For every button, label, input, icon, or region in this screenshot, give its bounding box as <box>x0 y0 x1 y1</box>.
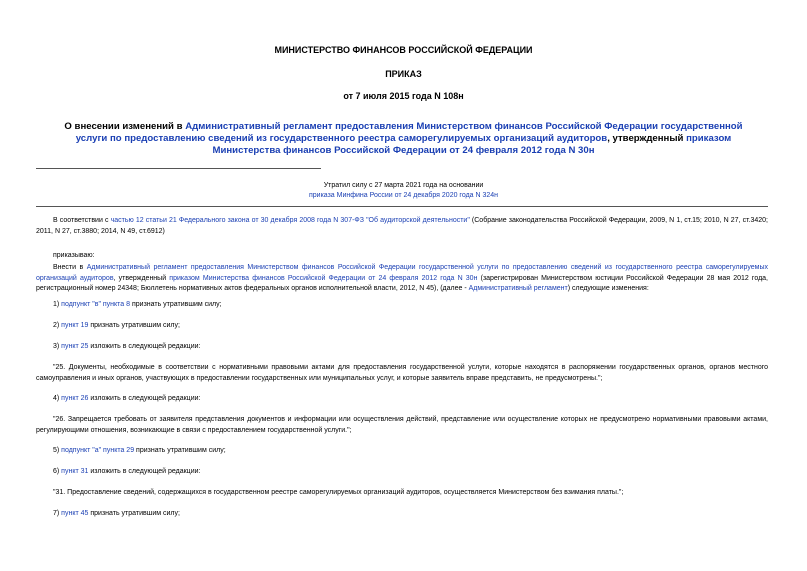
divider-short <box>36 168 321 169</box>
item-link[interactable]: пункт 45 <box>61 510 89 517</box>
main-link-regulation-short[interactable]: Административный регламент <box>468 285 568 292</box>
intro-text-1: В соответствии с <box>53 217 111 224</box>
list-item: 4) пункт 26 изложить в следующей редакции: <box>53 395 201 402</box>
list-item: 5) подпункт "а" пункта 29 признать утратившим силу; <box>53 447 226 454</box>
title-link-regulation[interactable]: Административный регламент предоставления Министерством финансов Российской Федерации государственной услуги по предоставлению сведений из государственного реестра саморегулируемых организаций аудиторов <box>75 121 743 144</box>
status-note <box>0 181 807 201</box>
intro-text-2: (Собрание законодательства Российской Федерации, 2009, N 1, ст.15; 2010, N 27, ст.3420; 2011, N 27, ст.3880; 2014, N 49, ст.6912) <box>36 217 768 235</box>
main-text-3: (зарегистрирован Министерством юстиции Российской Федерации 28 мая 2012 года, регистрационный номер 24348; Бюллетень нормативных актов федеральных органов исполнительной власти, 2012, N 45), (далее - <box>36 274 768 292</box>
intro-paragraph <box>36 216 768 237</box>
status-note-link[interactable]: приказа Минфина России от 24 декабря 2020 года N 324н <box>308 192 499 199</box>
main-text-1: Внести в <box>53 264 87 271</box>
title-link-order[interactable]: приказом Министерства финансов Российской Федерации от 24 февраля 2012 года N 30н <box>212 133 732 156</box>
quoted-paragraph: "31. Предоставление сведений, содержащихся в государственном реестре саморегулируемых организаций аудиторов, осуществляется Министерством без взимания платы."; <box>53 489 624 496</box>
date-number-heading: от 7 июля 2015 года N 108н <box>343 91 464 101</box>
list-item: 1) подпункт "в" пункта 8 признать утратившим силу; <box>53 301 222 308</box>
main-text-4: ) следующие изменения: <box>567 285 649 292</box>
status-note-text: Утратил силу с 27 марта 2021 года на основании <box>323 182 484 189</box>
item-link[interactable]: пункт 26 <box>61 395 89 402</box>
main-paragraph <box>36 263 768 295</box>
quoted-paragraph: "26. Запрещается требовать от заявителя представления документов и информации или осуществления действий, представление или осуществление которых не предусмотрено нормативными правовыми актами, регулирующими отношения, возникающие в связи с предоставлением государственной услуги."; <box>36 416 768 434</box>
quoted-paragraph: "25. Документы, необходимые в соответствии с нормативными правовыми актами для предоставления государственной услуги, которые находятся в распоряжении государственных органов, органов местного самоуправления и иных органов, участвующих в предоставлении государственных или муниципальных услуг, и которые заявитель вправе представить, не предусмотрены."; <box>36 364 768 382</box>
list-item: 6) пункт 31 изложить в следующей редакции: <box>53 468 201 475</box>
item-link[interactable]: подпункт "в" пункта 8 <box>61 301 131 308</box>
title-text-2: , утвержденный <box>607 133 687 144</box>
item-link[interactable]: пункт 19 <box>61 322 89 329</box>
main-link-order[interactable]: приказом Министерства финансов Российской Федерации от 24 февраля 2012 года N 30н <box>169 274 478 282</box>
list-item: 7) пункт 45 признать утратившим силу; <box>53 510 180 517</box>
main-link-regulation[interactable]: Административный регламент предоставления Министерством финансов Российской Федерации государственной услуги по предоставлению сведений из государственного реестра саморегулируемых организаций аудиторов <box>36 264 768 282</box>
item-link[interactable]: подпункт "а" пункта 29 <box>61 447 135 454</box>
doc-type-heading: ПРИКАЗ <box>385 69 422 79</box>
list-item: 3) пункт 25 изложить в следующей редакции: <box>53 343 201 350</box>
ministry-heading: МИНИСТЕРСТВО ФИНАНСОВ РОССИЙСКОЙ ФЕДЕРАЦИИ <box>274 45 533 55</box>
document-title <box>60 121 747 157</box>
list-item: 2) пункт 19 признать утратившим силу; <box>53 322 180 329</box>
item-link[interactable]: пункт 25 <box>61 343 89 350</box>
intro-link-law[interactable]: частью 12 статьи 21 Федерального закона от 30 декабря 2008 года N 307-ФЗ "Об аудиторской деятельности" <box>110 217 470 224</box>
order-word: приказываю: <box>53 252 95 259</box>
item-link[interactable]: пункт 31 <box>61 468 89 475</box>
divider-full <box>36 206 768 207</box>
main-text-2: , утвержденный <box>113 274 170 282</box>
title-text-1: О внесении изменений в <box>64 121 186 132</box>
